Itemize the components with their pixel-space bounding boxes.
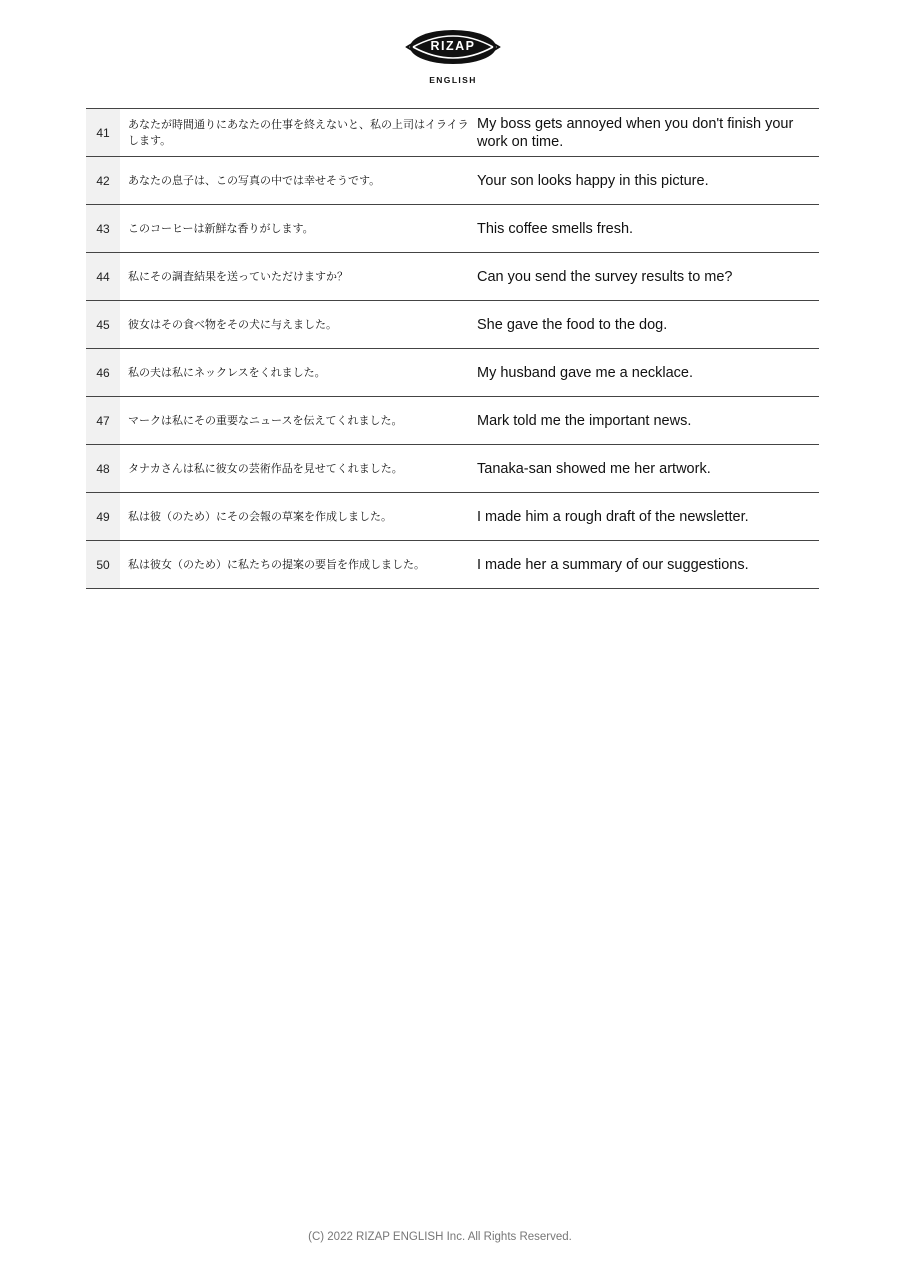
sentence-table (86, 108, 819, 589)
table-row (86, 205, 819, 253)
english-sentence: I made him a rough draft of the newsletter. (477, 508, 749, 525)
table-row (86, 445, 819, 493)
row-number: 41 (86, 109, 120, 156)
japanese-sentence: 私にその調査結果を送っていただけますか？ (128, 270, 348, 283)
table-row (86, 109, 819, 157)
row-number: 49 (86, 493, 120, 540)
row-number: 50 (86, 541, 120, 588)
table-row (86, 157, 819, 205)
row-number: 48 (86, 445, 120, 492)
row-number: 45 (86, 301, 120, 348)
row-number: 46 (86, 349, 120, 396)
table-row (86, 349, 819, 397)
table-row (86, 493, 819, 541)
japanese-sentence: 彼女はその食べ物をその犬に与えました。 (128, 318, 337, 331)
japanese-sentence: タナカさんは私に彼女の芸術作品を見せてくれました。 (128, 462, 403, 475)
table-row (86, 397, 819, 445)
english-sentence: I made her a summary of our suggestions. (477, 556, 749, 573)
japanese-sentence: あなたが時間通りにあなたの仕事を終えないと、私の上司はイライラします。 (128, 118, 469, 147)
english-sentence: This coffee smells fresh. (477, 220, 634, 237)
table-row (86, 301, 819, 349)
english-sentence: Can you send the survey results to me? (477, 268, 733, 285)
japanese-sentence: あなたの息子は、この写真の中では幸せそうです。 (128, 174, 381, 187)
english-sentence: She gave the food to the dog. (477, 316, 668, 333)
logo-brand: RIZAP (430, 39, 476, 53)
japanese-sentence: 私は彼女（のため）に私たちの提案の要旨を作成しました。 (128, 558, 425, 571)
table-row (86, 541, 819, 589)
table-row (86, 253, 819, 301)
japanese-sentence: 私は彼（のため）にその会報の草案を作成しました。 (128, 510, 392, 523)
rizap-english-logo (403, 27, 503, 89)
english-sentence: Tanaka-san showed me her artwork. (477, 460, 711, 477)
row-number: 44 (86, 253, 120, 300)
row-number: 42 (86, 157, 120, 204)
english-sentence: My husband gave me a necklace. (477, 364, 694, 381)
english-sentence: Your son looks happy in this picture. (477, 172, 709, 189)
japanese-sentence: マークは私にその重要なニュースを伝えてくれました。 (128, 414, 403, 427)
japanese-sentence: 私の夫は私にネックレスをくれました。 (128, 366, 326, 379)
english-sentence: My boss gets annoyed when you don't finish your work on time. (477, 115, 794, 150)
row-number: 43 (86, 205, 120, 252)
copyright-footer: (C) 2022 RIZAP ENGLISH Inc. All Rights Reserved. (308, 1231, 572, 1243)
english-sentence: Mark told me the important news. (477, 412, 692, 429)
row-number: 47 (86, 397, 120, 444)
logo-subtitle: ENGLISH (429, 75, 477, 85)
japanese-sentence: このコーヒーは新鮮な香りがします。 (128, 222, 314, 235)
